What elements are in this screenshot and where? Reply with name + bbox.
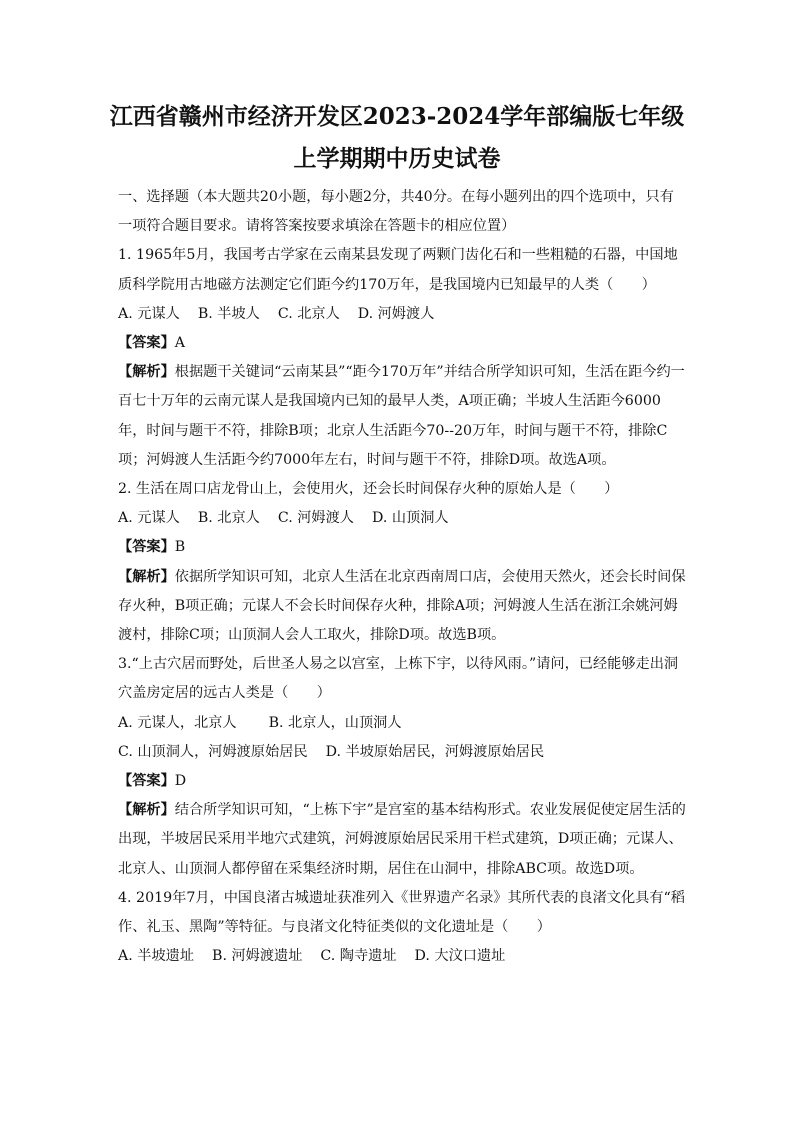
question-3-stem: 3.“上古穴居而野处，后世圣人易之以宫室，上栋下宇，以待风雨。”请问，已经能够走出洞穴盖房定居的远古人类是（ ） (118, 656, 679, 702)
question-2-option-c: C. 河姆渡人 (277, 510, 354, 527)
question-4-option-b: B. 河姆渡遗址 (212, 948, 303, 965)
question-3-option-c: C. 山顶洞人，河姆渡原始居民 (118, 743, 308, 760)
question-2-options (118, 504, 686, 533)
question-1-answer-value: A (174, 335, 186, 352)
analysis-label: 【解析】 (118, 364, 175, 381)
analysis-label: 【解析】 (118, 568, 175, 585)
question-1-options (118, 300, 686, 329)
question-4-option-a: A. 半坡遗址 (118, 948, 195, 965)
question-1-answer (118, 329, 686, 358)
question-4-option-d: D. 大汶口遗址 (414, 948, 506, 965)
question-3-answer-value: D (174, 773, 187, 790)
question-1-option-a: A. 元谋人 (118, 305, 180, 322)
page-title-line-2: 上学期期中历史试卷 (293, 145, 501, 172)
question-2-analysis (118, 563, 686, 651)
question-3-option-a: A. 元谋人，北京人 (118, 714, 237, 731)
question-2-analysis-text: 依据所学知识可知，北京人生活在北京西南周口店，会使用天然火，还会长时间保存火种，B项正确；元谋人不会长时间保存火种，排除A项；河姆渡人生活在浙江余姚河姆渡村，排除C项；山顶洞人会人工取火，排除D项。故选B项。 (118, 568, 686, 644)
question-4-option-c: C. 陶寺遗址 (320, 948, 397, 965)
section-heading: 一、选择题（本大题共20小题，每小题2分，共40分。在每小题列出的四个选项中，只有一项符合题目要求。请将答案按要求填涂在答题卡的相应位置） (118, 189, 674, 235)
answer-label: 【答案】 (118, 773, 175, 790)
question-1-analysis-text: 根据题干关键词“云南某县”“距今170万年”并结合所学知识可知，生活在距今约一百七十万年的云南元谋人是我国境内已知的最早人类，A项正确；半坡人生活距今6000年，时间与题干不符，排除B项；北京人生活距今70--20万年，时间与题干不符，排除C项；河姆渡人生活距今约7000年左右，时间与题干不符，排除D项。故选A项。 (118, 364, 685, 468)
question-3-answer (118, 767, 686, 796)
question-2-answer (118, 533, 686, 562)
question-2-stem: 2. 生活在周口店龙骨山上，会使用火，还会长时间保存火种的原始人是（ ） (118, 481, 619, 498)
exam-content (118, 183, 686, 971)
question-1-option-c: C. 北京人 (277, 305, 340, 322)
question-4-options (118, 942, 686, 971)
question-3-options-row-2 (118, 738, 686, 767)
question-3-analysis (118, 796, 686, 884)
question-1-stem: 1. 1965年5月，我国考古学家在云南某县发现了两颗门齿化石和一些粗糙的石器，中国地质科学院用古地磁方法测定它们距今约170万年，是我国境内已知最早的人类（ ） (118, 247, 678, 293)
analysis-label: 【解析】 (118, 802, 175, 819)
answer-label: 【答案】 (118, 539, 175, 556)
question-1-option-d: D. 河姆渡人 (357, 305, 435, 322)
question-2-answer-value: B (174, 539, 186, 556)
question-1-analysis (118, 358, 686, 475)
page-title-line-1: 江西省赣州市经济开发区2023-2024学年部编版七年级 (109, 103, 685, 130)
question-2-option-a: A. 元谋人 (118, 510, 180, 527)
question-2-option-d: D. 山顶洞人 (371, 510, 449, 527)
question-3-option-d: D. 半坡原始居民，河姆渡原始居民 (325, 743, 545, 760)
question-4-stem: 4. 2019年7月，中国良渚古城遗址获准列入《世界遗产名录》其所代表的良渚文化具有“稻作、礼玉、黑陶”等特征。与良渚文化特征类似的文化遗址是（ ） (118, 889, 685, 936)
question-3-option-b: B. 北京人，山顶洞人 (268, 714, 402, 731)
question-3-options-row-1 (118, 709, 686, 738)
question-2-option-b: B. 北京人 (197, 510, 260, 527)
question-3-analysis-text: 结合所学知识可知，“上栋下宇”是宫室的基本结构形式。农业发展促使定居生活的出现，半坡居民采用半地穴式建筑，河姆渡原始居民采用干栏式建筑，D项正确；元谋人、北京人、山顶洞人都停留在采集经济时期，居住在山洞中，排除ABC项。故选D项。 (118, 802, 686, 877)
question-1-option-b: B. 半坡人 (197, 305, 260, 322)
answer-label: 【答案】 (118, 335, 175, 352)
